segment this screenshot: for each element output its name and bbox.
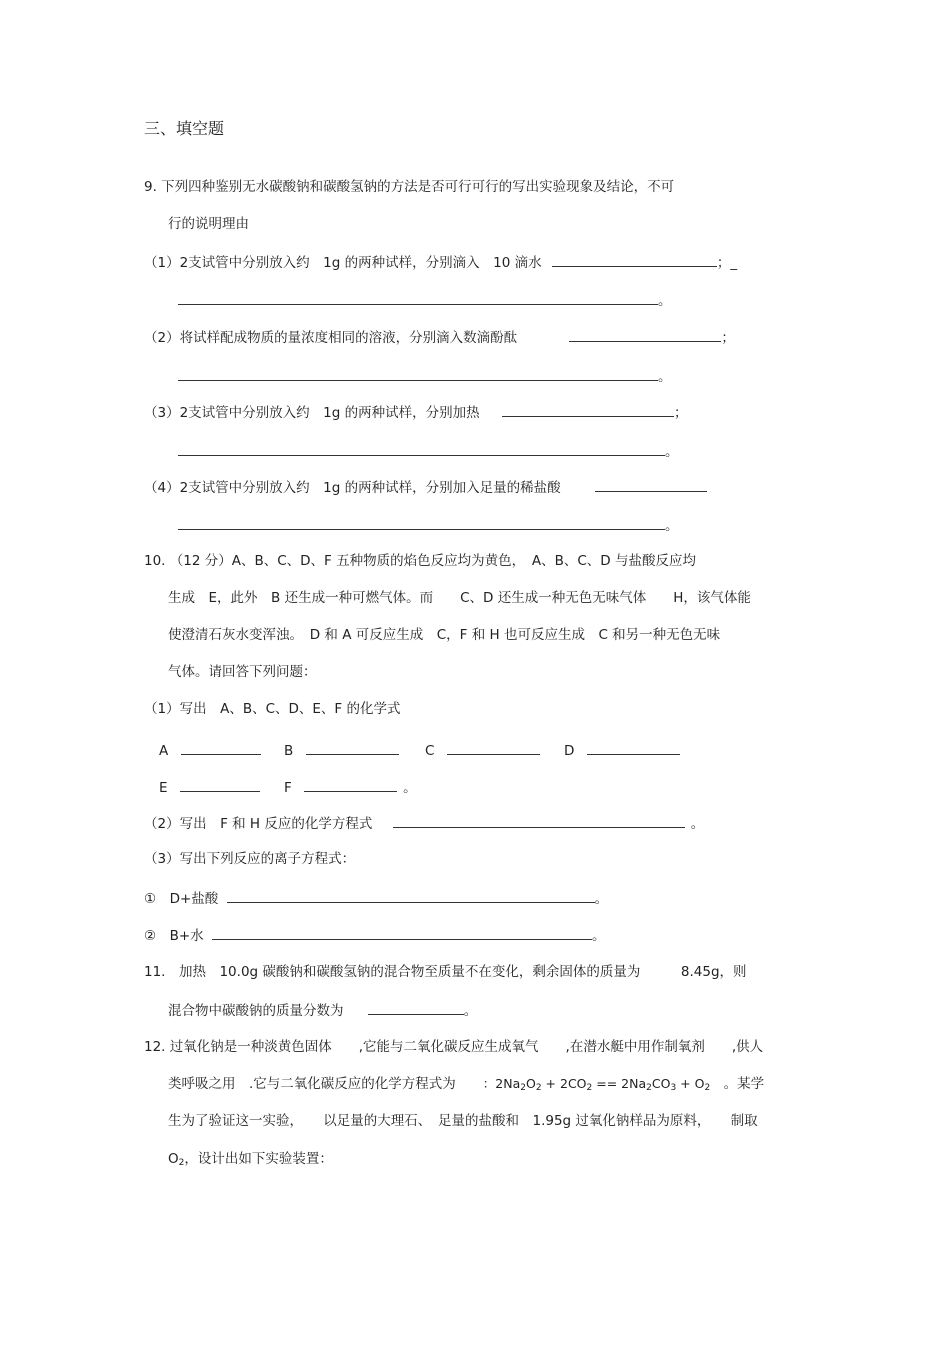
- answer-blank[interactable]: [212, 925, 592, 940]
- section-title: 三、填空题: [144, 119, 225, 138]
- label-e: E: [159, 780, 168, 796]
- formula-row-1b: [284, 740, 399, 760]
- q9-item-4: [144, 477, 707, 497]
- q9-item-3-text: （3）2支试管中分别放入约 1g 的两种试样，分别加热: [144, 405, 480, 421]
- q10-sub1: （1）写出 A、B、C、D、E、F 的化学式: [144, 701, 401, 717]
- answer-blank-a[interactable]: [181, 740, 261, 755]
- period: 。: [594, 891, 609, 907]
- formula-row-2b: [284, 777, 417, 797]
- q10-reaction-1: [144, 888, 608, 908]
- formula-row-2: [159, 777, 260, 797]
- q9-item-2-line2: [178, 366, 672, 386]
- q9-item-1-line2: [178, 290, 672, 310]
- period: 。: [591, 928, 606, 944]
- answer-blank[interactable]: [178, 515, 665, 530]
- answer-blank-f[interactable]: [304, 777, 397, 792]
- period: 。: [690, 816, 705, 832]
- q9-item-4-line2: [178, 515, 679, 535]
- q9-stem-line2: 行的说明理由: [168, 216, 249, 232]
- answer-blank[interactable]: [595, 477, 707, 492]
- chemical-equation: ：$2Na_2O_2 + 2CO_2 == 2Na_2CO_3 + O_2$: [482, 1076, 711, 1093]
- answer-blank[interactable]: [502, 402, 674, 417]
- formula-row-1c: [425, 740, 540, 760]
- q9-item-1: [144, 252, 737, 272]
- q10-line2: 生成 E，此外 B 还生成一种可燃气体。而 C、D 还生成一种无色无味气体 H，该气体能: [168, 590, 751, 606]
- period: 。: [658, 293, 672, 309]
- q12-line2-text: 类呼吸之用 .它与二氧化碳反应的化学方程式为: [168, 1076, 483, 1092]
- answer-blank-e[interactable]: [180, 777, 260, 792]
- semicolon: ；: [673, 405, 688, 421]
- q9-stem-line1: 9. 下列四种鉴别无水碳酸钠和碳酸氢钠的方法是否可行可行的写出实验现象及结论，不可: [144, 179, 675, 195]
- period: 。: [658, 369, 672, 385]
- q12-line2-tail: 。某学: [710, 1076, 765, 1092]
- q10-line4: 气体。请回答下列问题：: [168, 664, 317, 680]
- period: 。: [463, 1003, 478, 1019]
- label-a: A: [159, 743, 169, 759]
- q11-line2-text: 混合物中碳酸钠的质量分数为: [168, 1003, 344, 1019]
- q10-line3: 使澄清石灰水变浑浊。 D 和 A 可反应生成 C，F 和 H 也可反应生成 C 和另一种无色无味: [168, 627, 721, 643]
- label-d: D: [564, 743, 575, 759]
- q10-sub2: [144, 813, 704, 833]
- answer-blank[interactable]: [393, 813, 685, 828]
- q12-line1: 12. 过氧化钠是一种淡黄色固体 ,它能与二氧化碳反应生成氧气 ,在潜水艇中用作制氧剂 ,供人: [144, 1039, 764, 1055]
- answer-blank-b[interactable]: [306, 740, 399, 755]
- q9-item-4-text: （4）2支试管中分别放入约 1g 的两种试样，分别加入足量的稀盐酸: [144, 480, 561, 496]
- q12-line2: [168, 1075, 764, 1093]
- formula-row-1: [159, 740, 261, 760]
- label-f: F: [284, 780, 292, 796]
- q9-item-3-line2: [178, 441, 679, 461]
- answer-blank-d[interactable]: [587, 740, 680, 755]
- underscore-mark: _: [730, 255, 738, 271]
- q10-line1: 10. （12 分）A、B、C、D、F 五种物质的焰色反应均为黄色， A、B、C、D 与盐酸反应均: [144, 553, 696, 569]
- q10-reaction-2: [144, 925, 605, 945]
- q12-line4: $O_2$，设计出如下实验装置：: [168, 1151, 333, 1168]
- q11-line1: 11. 加热 10.0g 碳酸钠和碳酸氢钠的混合物至质量不在变化，剩余固体的质量为 8.45g，则: [144, 964, 747, 980]
- answer-blank[interactable]: [552, 252, 717, 267]
- formula-row-1d: [564, 740, 680, 760]
- q9-item-3: [144, 402, 687, 422]
- period: 。: [665, 444, 679, 460]
- answer-blank[interactable]: [178, 441, 665, 456]
- period: 。: [403, 780, 417, 796]
- semicolon: ；: [721, 330, 735, 346]
- answer-blank[interactable]: [368, 1000, 464, 1015]
- q9-item-2-text: （2）将试样配成物质的量浓度相同的溶液，分别滴入数滴酚酞: [144, 330, 518, 346]
- q12-line3: 生为了验证这一实验， 以足量的大理石、 足量的盐酸和 1.95g 过氧化钠样品为原料， 制取: [168, 1113, 758, 1129]
- answer-blank[interactable]: [569, 327, 721, 342]
- answer-blank[interactable]: [227, 888, 595, 903]
- semicolon: ；: [716, 255, 731, 271]
- q9-item-2: [144, 327, 735, 347]
- reaction-1-label: ① D+盐酸: [144, 891, 219, 907]
- label-b: B: [284, 743, 294, 759]
- answer-blank[interactable]: [178, 290, 658, 305]
- label-c: C: [425, 743, 435, 759]
- q9-item-1-text: （1）2支试管中分别放入约 1g 的两种试样，分别滴入 10 滴水: [144, 255, 542, 271]
- answer-blank-c[interactable]: [447, 740, 540, 755]
- period: 。: [665, 518, 679, 534]
- answer-blank[interactable]: [178, 366, 658, 381]
- q10-sub2-text: （2）写出 F 和 H 反应的化学方程式: [144, 816, 373, 832]
- reaction-2-label: ② B+水: [144, 928, 204, 944]
- q10-sub3: （3）写出下列反应的离子方程式：: [144, 851, 356, 867]
- q11-line2: [168, 1000, 477, 1020]
